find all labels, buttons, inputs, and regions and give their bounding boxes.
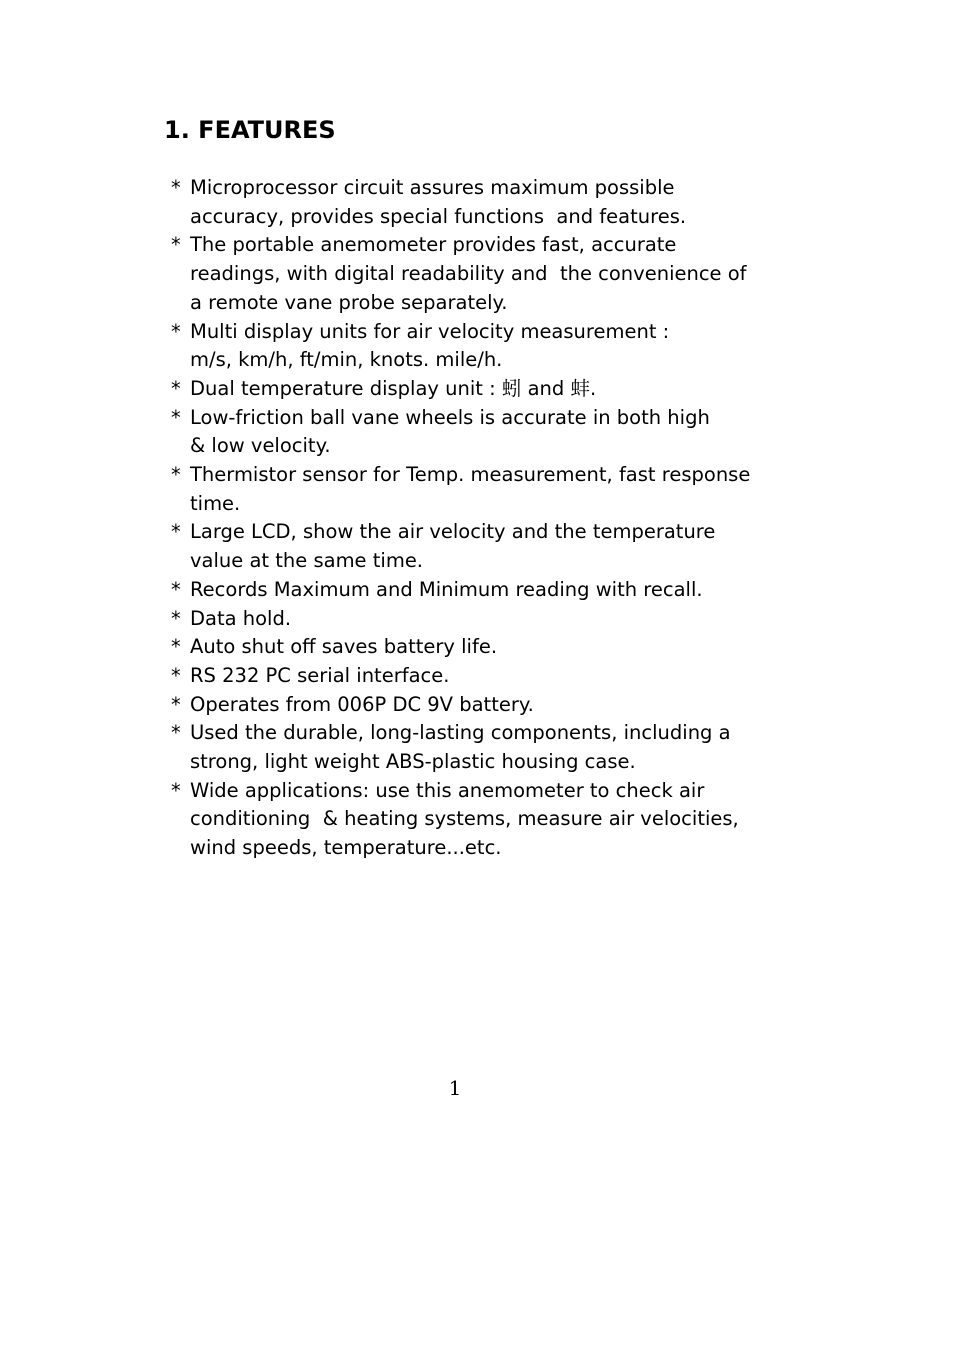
feature-text-line: conditioning & heating systems, measure air velocities, — [190, 807, 739, 831]
bullet-marker: * — [171, 463, 181, 487]
bullet-marker: * — [171, 577, 181, 601]
feature-text-line: RS 232 PC serial interface. — [190, 663, 450, 687]
feature-text-line: Multi display units for air velocity measurement : — [190, 319, 670, 343]
bullet-marker: * — [171, 405, 181, 429]
feature-text-line: m/s, km/h, ft/min, knots. mile/h. — [190, 348, 503, 372]
section-heading: 1. FEATURES — [164, 116, 336, 144]
feature-text-line: Records Maximum and Minimum reading with recall. — [190, 577, 703, 601]
bullet-marker: * — [171, 635, 181, 659]
bullet-marker: * — [171, 692, 181, 716]
features-list — [171, 174, 811, 863]
bullet-marker: * — [171, 778, 181, 802]
bullet-marker: * — [171, 663, 181, 687]
feature-text-line: Large LCD, show the air velocity and the temperature — [190, 520, 716, 544]
feature-item — [171, 576, 811, 605]
bullet-marker: * — [171, 176, 181, 199]
feature-text-line: & low velocity. — [190, 434, 331, 458]
feature-text-line: Thermistor sensor for Temp. measurement, fast response — [190, 463, 751, 487]
page-number: 1 — [448, 1076, 462, 1100]
feature-text-line: Low-friction ball vane wheels is accurate in both high — [190, 405, 710, 429]
feature-text-line: accuracy, provides special functions and features. — [190, 204, 687, 228]
feature-text-line: Operates from 006P DC 9V battery. — [190, 692, 534, 716]
feature-text-line: a remote vane probe separately. — [190, 290, 508, 314]
feature-item — [171, 633, 811, 662]
feature-item — [171, 375, 811, 404]
feature-item — [171, 404, 811, 461]
feature-item — [171, 777, 811, 863]
feature-text-line: Auto shut off saves battery life. — [190, 635, 498, 659]
feature-text-line: Data hold. — [190, 606, 292, 630]
feature-text-line: wind speeds, temperature...etc. — [190, 836, 502, 860]
feature-item — [171, 662, 811, 691]
bullet-marker: * — [171, 319, 181, 343]
feature-text-line: strong, light weight ABS-plastic housing case. — [190, 750, 636, 774]
bullet-marker: * — [171, 520, 181, 544]
bullet-marker: * — [171, 376, 181, 400]
feature-item — [171, 461, 811, 518]
feature-item — [171, 518, 811, 575]
bullet-marker: * — [171, 721, 181, 745]
bullet-marker: * — [171, 606, 181, 630]
feature-item — [171, 231, 811, 317]
feature-text-line: Wide applications: use this anemometer to check air — [190, 778, 705, 802]
feature-text-line: Microprocessor circuit assures maximum possible — [190, 176, 675, 199]
feature-text-line: value at the same time. — [190, 549, 424, 573]
feature-item — [171, 719, 811, 776]
bullet-marker: * — [171, 233, 181, 257]
feature-item — [171, 318, 811, 375]
feature-text-line: Dual temperature display unit : 蚓 and 蚌. — [190, 376, 597, 400]
feature-item — [171, 691, 811, 720]
feature-text-line: time. — [190, 491, 241, 515]
feature-text-line: readings, with digital readability and the convenience of — [190, 262, 747, 286]
feature-text-line: Used the durable, long-lasting components, including a — [190, 721, 731, 745]
feature-item — [171, 605, 811, 634]
feature-text-line: The portable anemometer provides fast, accurate — [190, 233, 677, 257]
feature-item — [171, 174, 811, 231]
